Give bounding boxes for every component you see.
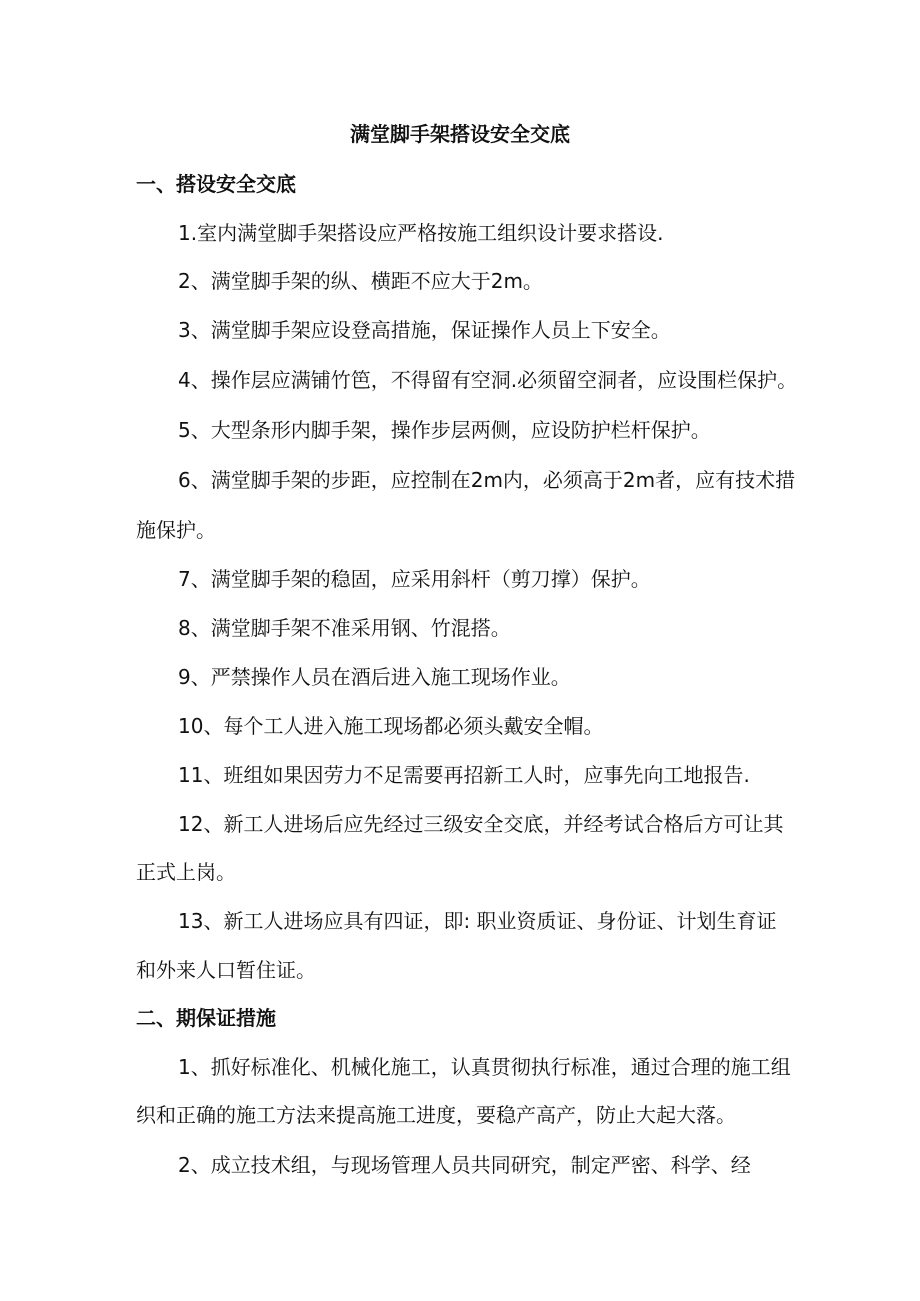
section-1-item-6-line-1: 6、满堂脚手架的步距，应控制在2m内，必须高于2m者，应有技术措 [178,468,796,492]
section-1-item-7: 7、满堂脚手架的稳固，应采用斜杆（剪刀撑）保护。 [178,567,651,591]
section-1-heading: 一、搭设安全交底 [136,172,296,196]
section-1-item-11: 11、班组如果因劳力不足需要再招新工人时，应事先向工地报告. [178,763,750,787]
section-1-item-3: 3、满堂脚手架应设登高措施，保证操作人员上下安全。 [178,318,671,342]
section-2-heading: 二、期保证措施 [136,1006,276,1030]
section-1-item-9: 9、严禁操作人员在酒后进入施工现场作业。 [178,665,571,689]
section-1-item-1: 1.室内满堂脚手架搭设应严格按施工组织设计要求搭设. [178,221,664,245]
section-1-item-12-line-1: 12、新工人进场后应先经过三级安全交底，并经考试合格后方可让其 [178,812,784,836]
section-1-item-8: 8、满堂脚手架不准采用钢、竹混搭。 [178,616,511,640]
section-1-item-13-line-1: 13、新工人进场应具有四证，即: 职业资质证、身份证、计划生育证 [178,909,777,933]
section-1-item-5: 5、大型条形内脚手架，操作步层两侧，应设防护栏杆保护。 [178,418,711,442]
section-1-item-6-line-2: 施保护。 [136,518,216,542]
section-1-item-2: 2、满堂脚手架的纵、横距不应大于2m。 [178,269,543,293]
section-1-item-4: 4、操作层应满铺竹笆，不得留有空洞.必须留空洞者，应设围栏保护。 [178,368,798,392]
section-2-item-1-line-1: 1、抓好标准化、机械化施工，认真贯彻执行标准，通过合理的施工组 [178,1055,791,1079]
section-1-item-10: 10、每个工人进入施工现场都必须头戴安全帽。 [178,714,604,738]
section-1-item-13-line-2: 和外来人口暂住证。 [136,958,316,982]
section-1-item-12-line-2: 正式上岗。 [136,860,236,884]
section-2-item-1-line-2: 织和正确的施工方法来提高施工进度，要稳产高产，防止大起大落。 [136,1103,736,1127]
section-2-item-2-line-1: 2、成立技术组，与现场管理人员共同研究，制定严密、科学、经 [178,1153,751,1177]
document-title: 满堂脚手架搭设安全交底 [350,122,570,146]
